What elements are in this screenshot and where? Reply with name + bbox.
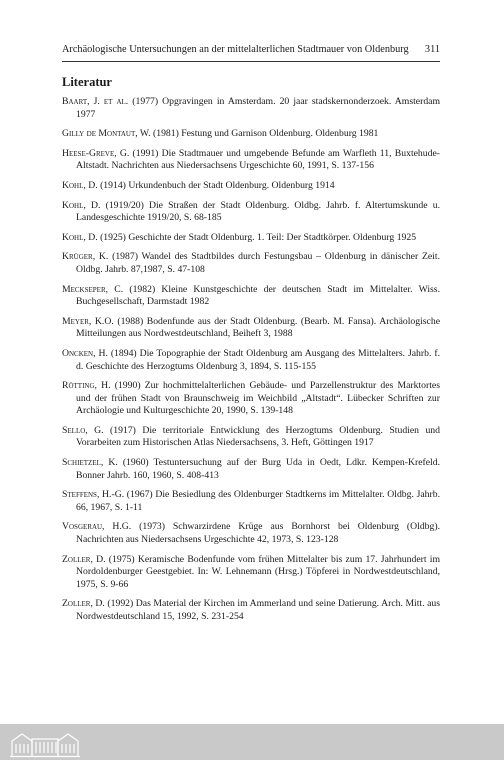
reference-author: Sello, G. [62, 424, 104, 436]
reference-text: (1977) Opgravingen in Amsterdam. 20 jaar stadskernonderzoek. Amsterdam 1977 [76, 96, 440, 120]
reference-author: Baart, J. et al. [62, 96, 129, 107]
reference-text: (1975) Keramische Bodenfunde vom frühen Mittelalter bis zum 17. Jahrhundert im Nordoldenburger Geestgebiet. In: W. Lehnemann (Hrsg.) Töpferei in Nordwestdeutschland, 1975, S. 9-66 [76, 553, 440, 590]
reference-text: (1981) Festung und Garnison Oldenburg. Oldenburg 1981 [150, 128, 379, 140]
reference-text: (1919/20) Die Straßen der Stadt Oldenburg. Oldbg. Jahrb. f. Altertumskunde u. Landesgeschichte 1919/20, S. 68-185 [76, 199, 440, 224]
reference-entry [62, 232, 440, 245]
reference-entry [62, 200, 440, 225]
reference-entry [62, 180, 440, 193]
reference-author: Steffens, H.-G. [62, 489, 125, 501]
reference-author: Meyer, K.O. [62, 315, 114, 327]
reference-text: (1973) Schwarzirdene Krüge aus Bornhorst bei Oldenburg (Oldbg). Nachrichten aus Niedersachsens Urgeschichte 42, 1973, S. 123-128 [76, 521, 440, 546]
reference-entry [62, 284, 440, 309]
reference-text: (1925) Geschichte der Stadt Oldenburg. 1. Teil: Der Stadtkörper. Oldenburg 1925 [97, 231, 417, 243]
reference-author: Heese-Greve, G. [62, 147, 130, 159]
reference-text: (1992) Das Material der Kirchen im Ammerland und seine Datierung. Arch. Mitt. aus Nordwestdeutschland 15, 1992, S. 231-254 [76, 598, 441, 622]
page-number: 311 [424, 44, 440, 55]
reference-list [62, 96, 440, 631]
reference-entry [62, 521, 440, 546]
reference-author: Kohl, D. [62, 179, 98, 191]
reference-author: Oncken, H. [62, 347, 108, 359]
reference-entry [62, 489, 440, 514]
reference-text: (1991) Die Stadtmauer und umgebende Befunde am Warfleth 11, Buxtehude-Altstadt. Nachrichten aus Niedersachsens Urgeschichte 60, 1991, S. 137-156 [76, 147, 440, 172]
reference-author: Rötting, H. [62, 380, 111, 392]
reference-author: Krüger, K. [62, 251, 109, 263]
reference-author: Meckseper, C. [62, 283, 124, 295]
reference-entry [62, 251, 440, 276]
reference-entry [62, 598, 440, 623]
reference-entry [62, 554, 440, 592]
reference-text: (1894) Die Topographie der Stadt Oldenburg am Ausgang des Mittelalters. Jahrb. f. d. Geschichte des Herzogtums Oldenburg 3, 1894, S. 115-155 [76, 347, 440, 372]
reference-entry [62, 316, 440, 341]
reference-text: (1914) Urkundenbuch der Stadt Oldenburg. Oldenburg 1914 [97, 179, 335, 191]
library-building-icon [8, 730, 82, 758]
reference-author: Zoller, D. [62, 553, 106, 565]
reference-entry [62, 457, 440, 482]
reference-author: Kohl, D. [62, 231, 98, 243]
reference-entry [62, 148, 440, 173]
reference-text: (1917) Die territoriale Entwicklung des Herzogtums Oldenburg. Studien und Vorarbeiten zum Historischen Atlas Niedersachsens, 3. Heft, Göttingen 1917 [76, 424, 440, 449]
reference-entry [62, 96, 440, 121]
reference-text: (1987) Wandel des Stadtbildes durch Festungsbau – Oldenburg in dänischer Zeit. Oldbg. Jahrb. 87,1987, S. 47-108 [76, 251, 440, 275]
reference-author: Zoller, D. [62, 598, 105, 610]
reference-entry [62, 128, 440, 141]
reference-author: Kohl, D. [62, 199, 101, 211]
running-header [62, 44, 440, 55]
reference-text: (1960) Testuntersuchung auf der Burg Uda in Oedt, Ldkr. Kempen-Krefeld. Bonner Jahrb. 160, 1960, S. 408-413 [76, 457, 440, 481]
reference-author: Gilly de Montaut, W. [62, 128, 151, 140]
reference-entry [62, 380, 440, 418]
reference-text: (1990) Zur hochmittelalterlichen Gebäude- und Parzellenstruktur des Marktortes und der frühen Stadt von Braunschweig im Weichbild „Altstadt“. Lübecker Schriften zur Archäologie und Kulturgeschichte 20, 1990, S. 139-148 [76, 380, 440, 417]
reference-author: Schietzel, K. [62, 457, 118, 469]
reference-author: Vosgerau, H.G. [62, 521, 132, 533]
reference-entry [62, 348, 440, 373]
reference-text: (1967) Die Besiedlung des Oldenburger Stadtkerns im Mittelalter. Oldbg. Jahrb. 66, 1967, S. 1-11 [76, 489, 441, 513]
reference-text: (1982) Kleine Kunstgeschichte der deutschen Stadt im Mittelalter. Wiss. Buchgesellschaft, Darmstadt 1982 [76, 283, 440, 308]
reference-text: (1988) Bodenfunde aus der Stadt Oldenburg. (Bearb. M. Fansa). Archäologische Mitteilungen aus Nordwestdeutschland, Beiheft 3, 1988 [76, 315, 441, 340]
header-rule [62, 61, 440, 62]
running-title: Archäologische Untersuchungen an der mittelalterlichen Stadtmauer von Oldenburg [62, 44, 409, 55]
reference-entry [62, 425, 440, 450]
section-title: Literatur [62, 75, 112, 89]
